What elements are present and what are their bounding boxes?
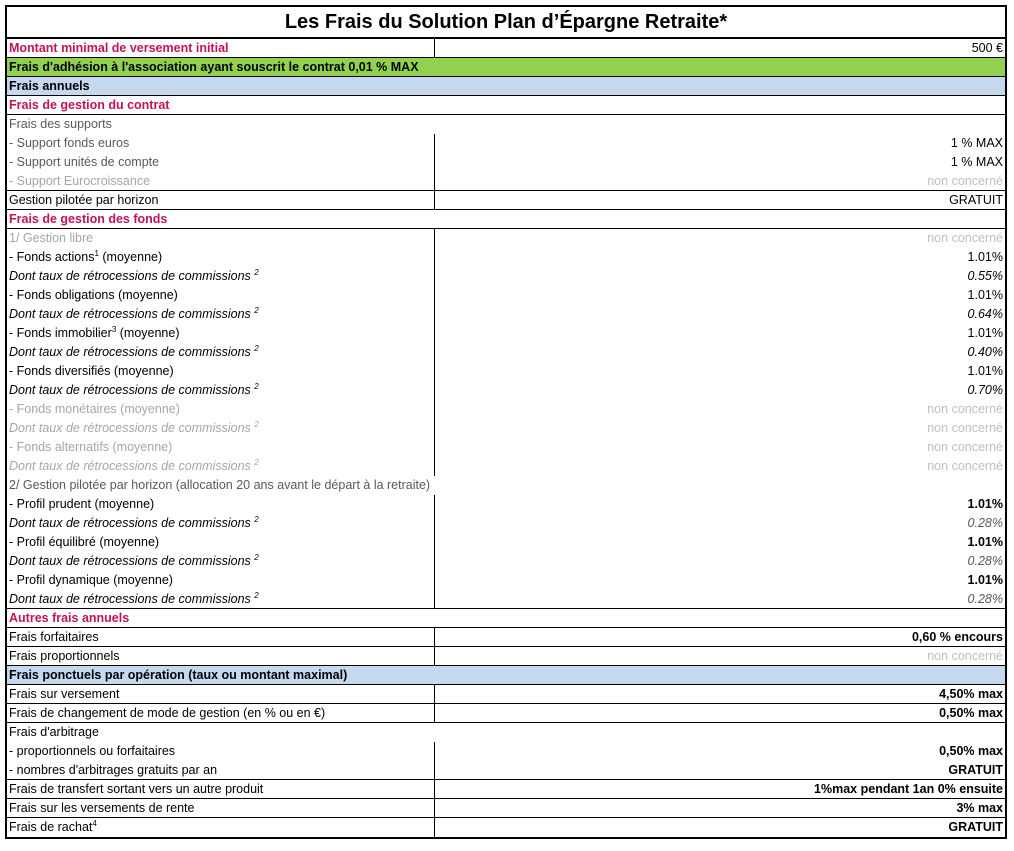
row-value: non concerné <box>927 402 1003 416</box>
label-text: Montant minimal de versement initial <box>9 41 229 55</box>
table-row <box>7 362 1005 381</box>
row-value: 1 % MAX <box>950 136 1003 150</box>
table-row <box>7 39 1005 58</box>
label-text: Dont taux de rétrocessions de commissions <box>9 459 255 473</box>
table-row <box>7 134 1005 153</box>
label-text: - Support Eurocroissance <box>9 174 151 188</box>
label-text: Dont taux de rétrocessions de commissions <box>9 421 255 435</box>
row-label <box>7 362 435 381</box>
row-label <box>7 267 435 286</box>
row-value: non concerné <box>927 649 1003 663</box>
label-text: Frais des supports <box>9 117 112 131</box>
row-label <box>7 514 435 533</box>
label-text: - Profil dynamique (moyenne) <box>9 573 173 587</box>
table-row <box>7 761 1005 780</box>
label-suffix: (moyenne) <box>98 250 163 264</box>
table-row <box>7 153 1005 172</box>
label-text: - proportionnels ou forfaitaires <box>9 744 176 758</box>
row-value: 0,50% max <box>939 706 1003 720</box>
table-row <box>7 438 1005 457</box>
row-label <box>7 419 435 438</box>
table-row <box>7 552 1005 571</box>
row-label <box>7 647 435 665</box>
row-label <box>7 552 435 571</box>
label-text: Dont taux de rétrocessions de commissions <box>9 383 255 397</box>
row-value: 0.55% <box>967 269 1003 283</box>
row-value: 0.28% <box>967 516 1003 530</box>
label-text: - nombres d'arbitrages gratuits par an <box>9 763 218 777</box>
label-text: - Fonds monétaires (moyenne) <box>9 402 180 416</box>
section-row <box>7 666 1005 685</box>
label-text: Autres frais annuels <box>9 611 130 625</box>
label-text: Dont taux de rétrocessions de commissions <box>9 592 255 606</box>
section-label <box>7 210 1005 228</box>
section-label <box>7 609 1005 627</box>
section-row <box>7 77 1005 96</box>
table-row <box>7 191 1005 210</box>
label-text: - Fonds obligations (moyenne) <box>9 288 178 302</box>
section-label <box>7 476 1005 495</box>
label-text: - Profil équilibré (moyenne) <box>9 535 160 549</box>
section-label <box>7 96 1005 114</box>
label-text: Frais forfaitaires <box>9 630 99 644</box>
label-text: - Fonds actions <box>9 250 95 264</box>
section-label <box>7 723 1005 742</box>
row-value: 1.01% <box>967 364 1003 378</box>
row-value: GRATUIT <box>948 763 1003 777</box>
label-suffix: (moyenne) <box>116 326 180 340</box>
section-row <box>7 96 1005 115</box>
footnote-marker: 2 <box>254 381 259 391</box>
table-row <box>7 400 1005 419</box>
row-value: 1.01% <box>967 288 1003 302</box>
label-text: Frais proportionnels <box>9 649 120 663</box>
section-label <box>7 666 1005 684</box>
section-row <box>7 609 1005 628</box>
row-value: non concerné <box>927 440 1003 454</box>
row-value: 1.01% <box>967 497 1003 511</box>
label-text: Frais ponctuels par opération (taux ou montant maximal) <box>9 668 348 682</box>
table-row <box>7 419 1005 438</box>
row-value: 500 € <box>971 41 1003 55</box>
label-text: Frais de gestion du contrat <box>9 98 170 112</box>
footnote-marker: 3 <box>111 324 117 334</box>
row-value: 0,50% max <box>939 744 1003 758</box>
row-value: non concerné <box>927 421 1003 435</box>
row-label <box>7 571 435 590</box>
row-label <box>7 438 435 457</box>
fees-table <box>5 5 1007 839</box>
footnote-marker: 2 <box>254 552 259 562</box>
label-text: Gestion pilotée par horizon <box>9 193 159 207</box>
row-label <box>7 400 435 419</box>
row-label <box>7 590 435 608</box>
section-row <box>7 115 1005 134</box>
table-row <box>7 799 1005 818</box>
table-row <box>7 647 1005 666</box>
section-label <box>7 77 1005 95</box>
row-value: 0.70% <box>967 383 1003 397</box>
footnote-marker: 2 <box>254 457 259 467</box>
row-value: 1 % MAX <box>950 155 1003 169</box>
footnote-marker: 2 <box>254 590 259 600</box>
row-label <box>7 153 435 172</box>
label-text: Frais de changement de mode de gestion (en % ou en €) <box>9 706 326 720</box>
label-text: Frais d'adhésion à l'association ayant souscrit le contrat 0,01 % MAX <box>9 60 419 74</box>
row-label <box>7 191 435 209</box>
row-label <box>7 685 435 703</box>
table-row <box>7 229 1005 248</box>
row-value: non concerné <box>927 174 1003 188</box>
row-value: non concerné <box>927 459 1003 473</box>
row-label <box>7 172 435 190</box>
table-row <box>7 685 1005 704</box>
row-label <box>7 134 435 153</box>
footnote-marker: 2 <box>254 419 259 429</box>
table-row <box>7 457 1005 476</box>
row-value: non concerné <box>927 231 1003 245</box>
table-row <box>7 286 1005 305</box>
label-text: - Profil prudent (moyenne) <box>9 497 155 511</box>
row-label <box>7 305 435 324</box>
table-body <box>7 39 1005 837</box>
row-label <box>7 742 435 761</box>
row-label <box>7 248 435 267</box>
table-row <box>7 818 1005 837</box>
label-text: Dont taux de rétrocessions de commissions <box>9 554 255 568</box>
label-text: - Support fonds euros <box>9 136 130 150</box>
footnote-marker: 2 <box>254 267 259 277</box>
row-value: 0,60 % encours <box>911 630 1003 644</box>
label-text: - Fonds diversifiés (moyenne) <box>9 364 174 378</box>
row-label <box>7 39 435 57</box>
table-row <box>7 571 1005 590</box>
footnote-marker: 2 <box>254 343 259 353</box>
row-label <box>7 533 435 552</box>
row-value: 1.01% <box>967 573 1003 587</box>
row-label <box>7 818 435 837</box>
table-row <box>7 704 1005 723</box>
row-label <box>7 761 435 779</box>
table-row <box>7 628 1005 647</box>
row-label <box>7 495 435 514</box>
footnote-marker: 1 <box>94 248 99 258</box>
footnote-marker: 2 <box>254 305 259 315</box>
label-text: Dont taux de rétrocessions de commissions <box>9 516 255 530</box>
label-text: Frais de rachat <box>9 820 93 834</box>
table-row <box>7 780 1005 799</box>
row-value: 1.01% <box>967 326 1003 340</box>
row-label <box>7 286 435 305</box>
row-value: 0.28% <box>967 592 1003 606</box>
row-value: 1.01% <box>967 250 1003 264</box>
row-label <box>7 457 435 476</box>
label-text: 2/ Gestion pilotée par horizon (allocation 20 ans avant le départ à la retraite) <box>9 478 431 492</box>
row-value: 0.64% <box>967 307 1003 321</box>
row-value: 1.01% <box>967 535 1003 549</box>
label-text: Frais sur versement <box>9 687 120 701</box>
row-value: 3% max <box>956 801 1003 815</box>
row-label <box>7 628 435 646</box>
row-value: GRATUIT <box>948 820 1003 834</box>
table-row <box>7 172 1005 191</box>
table-row <box>7 495 1005 514</box>
row-label <box>7 704 435 722</box>
footnote-marker: 2 <box>254 514 259 524</box>
table-row <box>7 343 1005 362</box>
footnote-marker: 4 <box>92 818 97 828</box>
row-value: 4,50% max <box>939 687 1003 701</box>
table-row <box>7 742 1005 761</box>
section-row <box>7 723 1005 742</box>
table-row <box>7 514 1005 533</box>
row-label <box>7 799 435 817</box>
section-row <box>7 476 1005 495</box>
label-text: Dont taux de rétrocessions de commissions <box>9 269 255 283</box>
table-row <box>7 590 1005 609</box>
label-text: Dont taux de rétrocessions de commissions <box>9 345 255 359</box>
section-label <box>7 58 1005 76</box>
label-text: 1/ Gestion libre <box>9 231 94 245</box>
row-value: 1%max pendant 1an 0% ensuite <box>814 782 1003 796</box>
label-text: - Fonds immobilier <box>9 326 112 340</box>
label-text: Frais d'arbitrage <box>9 725 99 739</box>
row-value: 0.40% <box>967 345 1003 359</box>
table-row <box>7 381 1005 400</box>
table-row <box>7 248 1005 267</box>
row-label <box>7 324 435 343</box>
label-text: Frais de gestion des fonds <box>9 212 168 226</box>
row-value: GRATUIT <box>949 193 1003 207</box>
label-text: - Fonds alternatifs (moyenne) <box>9 440 173 454</box>
table-row <box>7 533 1005 552</box>
table-row <box>7 324 1005 343</box>
row-label <box>7 343 435 362</box>
row-label <box>7 229 435 248</box>
section-row <box>7 58 1005 77</box>
label-text: Frais sur les versements de rente <box>9 801 195 815</box>
label-text: Dont taux de rétrocessions de commissions <box>9 307 255 321</box>
table-row <box>7 305 1005 324</box>
section-row <box>7 210 1005 229</box>
label-text: - Support unités de compte <box>9 155 160 169</box>
label-text: Frais de transfert sortant vers un autre produit <box>9 782 264 796</box>
table-title: Les Frais du Solution Plan d’Épargne Retraite* <box>7 7 1005 39</box>
table-row <box>7 267 1005 286</box>
row-label <box>7 780 435 798</box>
section-label <box>7 115 1005 134</box>
row-value: 0.28% <box>967 554 1003 568</box>
label-text: Frais annuels <box>9 79 90 93</box>
row-label <box>7 381 435 400</box>
